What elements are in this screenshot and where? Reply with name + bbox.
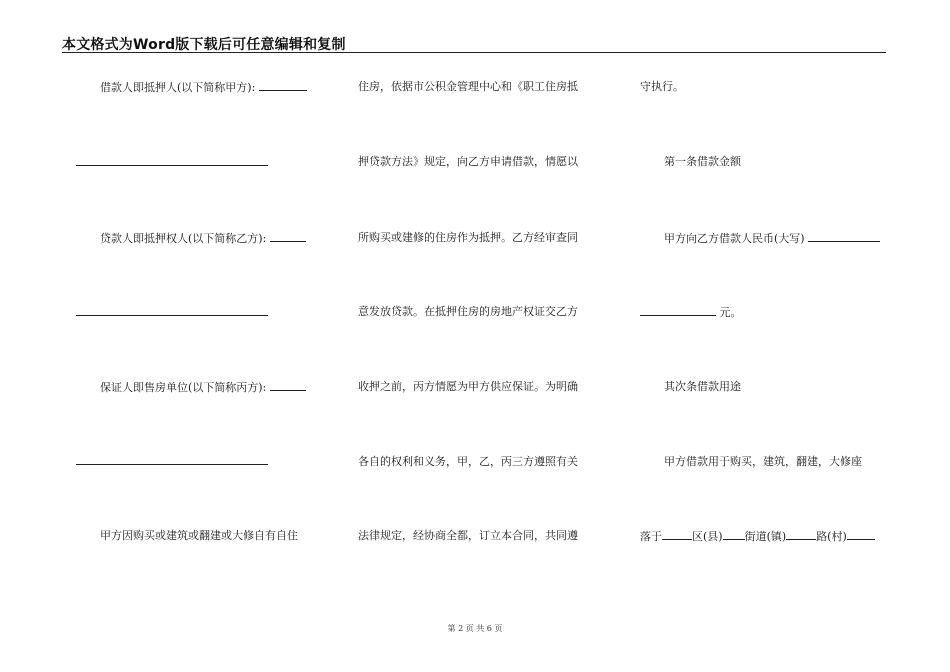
loan-amount-blank-cont	[640, 305, 716, 316]
right-line-yuan	[640, 305, 742, 320]
right-line-loan-amount	[664, 231, 880, 246]
middle-line-5: 收押之前，丙方情愿为甲方供应保证。为明确	[358, 380, 578, 393]
article-2-heading: 其次条借款用途	[664, 380, 741, 393]
street-blank	[723, 529, 745, 540]
street-label: 街道(镇)	[744, 530, 787, 543]
left-line-lender	[100, 231, 306, 246]
trailing-blank	[847, 529, 875, 540]
district-blank	[662, 529, 692, 540]
middle-line-7: 法律规定，经协商全都，订立本合同，共同遵	[358, 529, 578, 542]
road-blank	[786, 529, 816, 540]
lender-label: 贷款人即抵押权人(以下简称乙方):	[100, 232, 267, 245]
guarantor-name-blank	[76, 464, 268, 465]
loan-amount-blank	[808, 231, 880, 242]
yuan-label: 元。	[719, 306, 742, 319]
lender-blank	[270, 231, 306, 242]
borrower-blank	[259, 80, 307, 91]
middle-line-3: 所购买或建修的住房作为抵押。乙方经审查同	[358, 231, 578, 244]
middle-line-4: 意发放贷款。在抵押住房的房地产权证交乙方	[358, 305, 578, 318]
right-line-purpose: 甲方借款用于购买，建筑，翻建，大修座	[664, 455, 862, 468]
middle-line-1: 住房，依据市公积金管理中心和《职工住房抵	[358, 80, 578, 93]
guarantor-label: 保证人即售房单位(以下简称丙方):	[100, 381, 267, 394]
page-number: 第 2 页 共 6 页	[447, 624, 503, 633]
header-divider	[62, 52, 886, 53]
guarantor-blank	[270, 380, 306, 391]
loan-amount-label: 甲方向乙方借款人民币(大写)	[664, 232, 805, 245]
right-line-location	[640, 529, 875, 544]
left-line-borrower	[100, 80, 307, 95]
road-label: 路(村)	[816, 530, 847, 543]
document-header-title: 本文格式为Word版下载后可任意编辑和复制	[62, 37, 346, 53]
right-line-1: 守执行。	[640, 80, 684, 93]
middle-line-2: 押贷款方法》规定，向乙方申请借款，情愿以	[358, 155, 578, 168]
location-prefix: 落于	[640, 530, 662, 543]
lender-name-blank	[76, 315, 268, 316]
district-label: 区(县)	[692, 530, 723, 543]
left-line-guarantor	[100, 380, 306, 395]
middle-line-6: 各自的权利和义务，甲，乙，丙三方遵照有关	[358, 455, 578, 468]
left-line-purpose-intro: 甲方因购买或建筑或翻建或大修自有自住	[100, 529, 298, 542]
borrower-label: 借款人即抵押人(以下简称甲方):	[100, 81, 256, 94]
borrower-name-blank	[76, 165, 268, 166]
article-1-heading: 第一条借款金额	[664, 155, 741, 168]
